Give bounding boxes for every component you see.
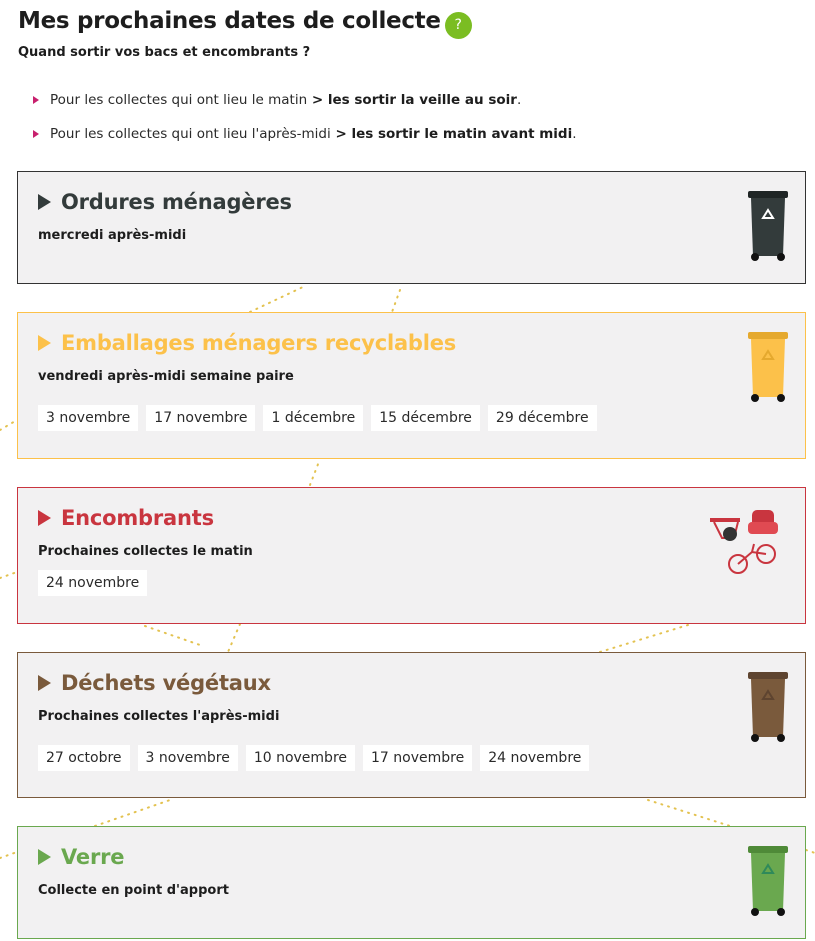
page-title: Mes prochaines dates de collecte: [18, 7, 441, 34]
info-sep: >: [307, 92, 328, 108]
info-bold: les sortir la veille au soir: [327, 92, 517, 108]
card-verre[interactable]: [17, 826, 806, 939]
dates-list: [38, 745, 597, 771]
green-bin-icon: [747, 845, 789, 917]
card-header[interactable]: [38, 331, 456, 355]
date-chip: 17 novembre: [146, 405, 255, 431]
expand-arrow-icon[interactable]: [38, 510, 51, 526]
card-title[interactable]: Encombrants: [61, 506, 214, 530]
expand-arrow-icon[interactable]: [38, 335, 51, 351]
info-end: .: [572, 126, 577, 142]
date-chip: 24 novembre: [480, 745, 589, 771]
page-subtitle: Quand sortir vos bacs et encombrants ?: [18, 45, 311, 60]
date-chip: 27 octobre: [38, 745, 130, 771]
help-icon[interactable]: ?: [445, 12, 472, 39]
date-chip: 29 décembre: [488, 405, 597, 431]
card-ordures[interactable]: [17, 171, 806, 284]
date-chip: 3 novembre: [138, 745, 238, 771]
card-header[interactable]: [38, 190, 292, 214]
date-chip: 10 novembre: [246, 745, 355, 771]
expand-arrow-icon[interactable]: [38, 675, 51, 691]
date-chip: 24 novembre: [38, 570, 147, 596]
card-subtitle: Prochaines collectes l'après-midi: [38, 709, 280, 724]
card-header[interactable]: [38, 845, 124, 869]
card-subtitle: Prochaines collectes le matin: [38, 544, 253, 559]
info-bold: les sortir le matin avant midi: [351, 126, 573, 142]
date-chip: 3 novembre: [38, 405, 138, 431]
card-header[interactable]: [38, 506, 214, 530]
card-title[interactable]: Verre: [61, 845, 125, 869]
brown-bin-icon: [747, 671, 789, 743]
yellow-bin-icon: [747, 331, 789, 403]
card-title[interactable]: Ordures ménagères: [61, 190, 292, 214]
info-sep: >: [330, 126, 352, 142]
card-emballages[interactable]: [17, 312, 806, 459]
expand-arrow-icon[interactable]: [38, 194, 51, 210]
date-chip: 17 novembre: [363, 745, 472, 771]
info-end: .: [516, 92, 522, 108]
list-item: [33, 126, 577, 160]
bullet-triangle-icon: [33, 130, 39, 138]
bullet-triangle-icon: [33, 96, 39, 104]
date-chip: 1 décembre: [263, 405, 363, 431]
bulky-items-icon: [708, 504, 788, 574]
card-header[interactable]: [38, 671, 271, 695]
card-title[interactable]: Emballages ménagers recyclables: [61, 331, 457, 355]
expand-arrow-icon[interactable]: [38, 849, 51, 865]
dates-list: [38, 405, 605, 431]
black-bin-icon: [747, 190, 789, 262]
info-text: Pour les collectes qui ont lieu l'après-midi: [50, 126, 331, 142]
card-subtitle: mercredi après-midi: [38, 228, 187, 243]
info-list: [33, 92, 577, 160]
card-subtitle: vendredi après-midi semaine paire: [38, 369, 294, 384]
card-title[interactable]: Déchets végétaux: [61, 671, 271, 695]
card-encombrants[interactable]: [17, 487, 806, 624]
card-subtitle: Collecte en point d'apport: [38, 883, 229, 898]
card-vegetaux[interactable]: [17, 652, 806, 798]
list-item: [33, 92, 577, 126]
header: [18, 2, 472, 39]
dates-list: [38, 570, 155, 596]
date-chip: 15 décembre: [371, 405, 480, 431]
info-text: Pour les collectes qui ont lieu le matin: [50, 92, 308, 108]
